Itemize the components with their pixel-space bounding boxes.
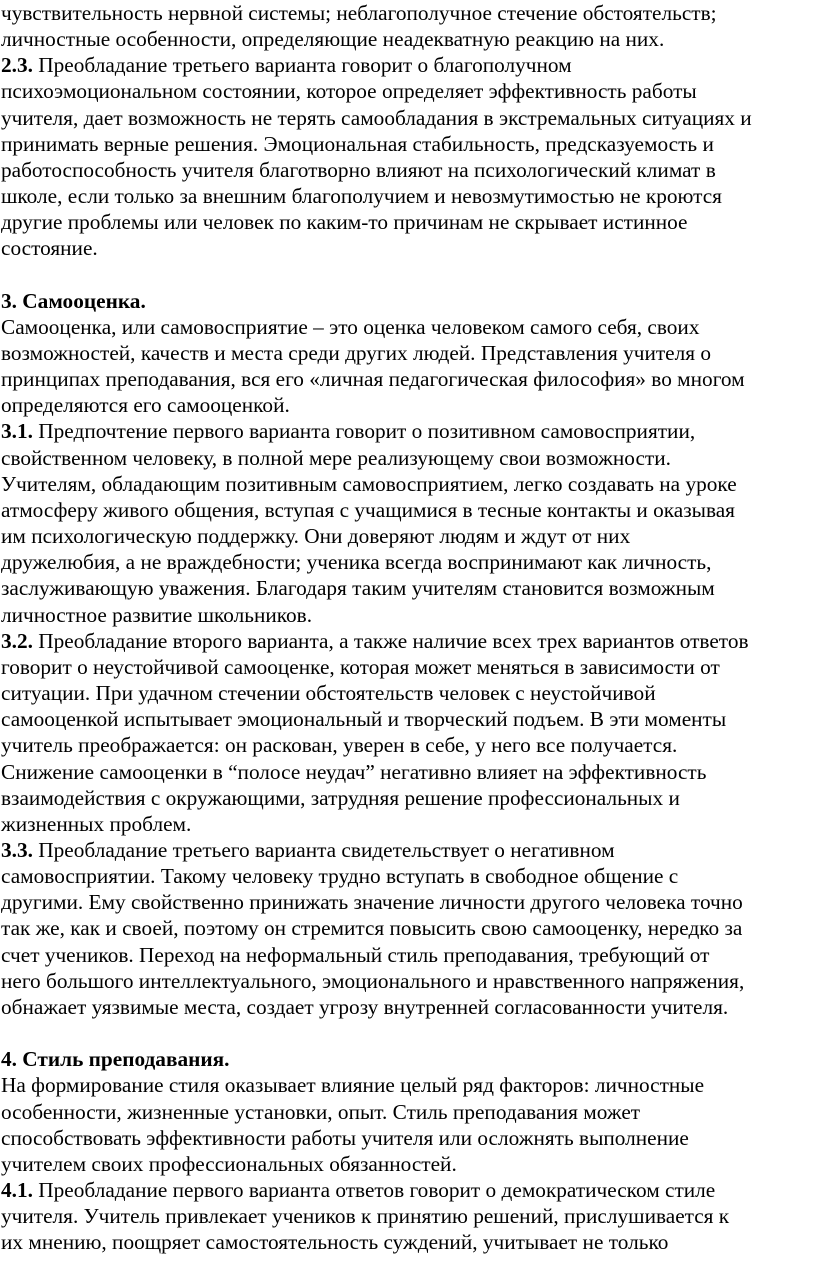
paragraph-line bbox=[1, 837, 814, 863]
paragraph-line: им психологическую поддержку. Они доверяют людям и ждут от них bbox=[1, 524, 631, 549]
paragraph-line: счет учеников. Переход на неформальный стиль преподавания, требующий от bbox=[1, 942, 710, 967]
paragraph-line: школе, если только за внешним благополучием и невозмутимостью не кроются bbox=[1, 184, 722, 209]
paragraph-line bbox=[1, 1177, 814, 1203]
paragraph-line: так же, как и своей, поэтому он стремится повысить свою самооценку, нередко за bbox=[1, 916, 743, 941]
paragraph-line: принципах преподавания, вся его «личная педагогическая философия» во многом bbox=[1, 367, 745, 392]
paragraph-line: их мнению, поощряет самостоятельность суждений, учитывает не только bbox=[1, 1230, 669, 1255]
paragraph-line: На формирование стиля оказывает влияние целый ряд факторов: личностные bbox=[1, 1073, 705, 1098]
paragraph-line: психоэмоциональном состоянии, которое определяет эффективность работы bbox=[1, 79, 697, 104]
paragraph-text: Преобладание первого варианта ответов говорит о демократическом стиле bbox=[32, 1178, 716, 1202]
paragraph-line: жизненных проблем. bbox=[1, 811, 192, 836]
paragraph-line bbox=[1, 52, 814, 78]
paragraph-line: дружелюбия, а не враждебности; ученика всегда воспринимают как личность, bbox=[1, 550, 712, 575]
paragraph-line: него большого интеллектуального, эмоционального и нравственного напряжения, bbox=[1, 968, 745, 993]
paragraph-spacer bbox=[1, 1020, 814, 1046]
paragraph bbox=[1, 0, 814, 52]
paragraph-line: говорит о неустойчивой самооценке, которая может меняться в зависимости от bbox=[1, 654, 720, 679]
paragraph-line: Снижение самооценки в “полосе неудач” негативно влияет на эффективность bbox=[1, 759, 707, 784]
paragraph-line: способствовать эффективности работы учителя или осложнять выполнение bbox=[1, 1125, 689, 1150]
paragraph-line bbox=[1, 628, 814, 654]
paragraph-line: Учителям, обладающим позитивным самовосприятием, легко создавать на уроке bbox=[1, 471, 737, 496]
paragraph-line: определяются его самооценкой. bbox=[1, 393, 290, 418]
paragraph-line: возможностей, качеств и места среди других людей. Представления учителя о bbox=[1, 341, 712, 366]
item-number: 3.2. bbox=[1, 628, 33, 653]
item-number: 3.1. bbox=[1, 419, 33, 444]
paragraph-line: личностное развитие школьников. bbox=[1, 602, 313, 627]
paragraph-line: атмосферу живого общения, вступая с учащимися в тесные контакты и оказывая bbox=[1, 497, 735, 522]
item-number: 3.3. bbox=[1, 837, 33, 862]
paragraph-line: чувствительность нервной системы; неблагополучное стечение обстоятельств; bbox=[1, 1, 717, 25]
numbered-paragraph bbox=[1, 1177, 814, 1255]
paragraph-line: принимать верные решения. Эмоциональная стабильность, предсказуемость и bbox=[1, 131, 714, 156]
numbered-paragraph bbox=[1, 418, 814, 627]
paragraph-line: ситуации. При удачном стечении обстоятельств человек с неустойчивой bbox=[1, 681, 656, 706]
paragraph-text: Предпочтение первого варианта говорит о позитивном самовосприятии, bbox=[32, 419, 696, 444]
paragraph-line: самооценкой испытывает эмоциональный и творческий подъем. В эти моменты bbox=[1, 707, 727, 732]
paragraph-line: учителя. Учитель привлекает учеников к принятию решений, прислушивается к bbox=[1, 1204, 730, 1229]
section-heading: 3. Самооценка. bbox=[1, 288, 146, 313]
paragraph-line: работоспособность учителя благотворно влияют на психологический климат в bbox=[1, 157, 716, 182]
paragraph-line bbox=[1, 418, 814, 444]
numbered-paragraph bbox=[1, 628, 814, 837]
paragraph-line: Самооценка, или самовосприятие – это оценка человеком самого себя, своих bbox=[1, 314, 700, 339]
paragraph-line: учитель преображается: он раскован, уверен в себе, у него все получается. bbox=[1, 733, 678, 758]
paragraph bbox=[1, 314, 814, 419]
paragraph-text: Преобладание третьего варианта говорит о благополучном bbox=[32, 53, 572, 78]
paragraph-line: учителя, дает возможность не терять самообладания в экстремальных ситуациях и bbox=[1, 105, 752, 130]
paragraph-line: свойственном человеку, в полной мере реализующему свои возможности. bbox=[1, 445, 671, 470]
paragraph-spacer bbox=[1, 262, 814, 288]
item-number: 4.1. bbox=[1, 1178, 33, 1202]
paragraph-text: Преобладание третьего варианта свидетельствует о негативном bbox=[32, 837, 615, 862]
paragraph-line: особенности, жизненные установки, опыт. Стиль преподавания может bbox=[1, 1099, 641, 1124]
paragraph-text: Преобладание второго варианта, а также наличие всех трех вариантов ответов bbox=[32, 628, 749, 653]
paragraph-line: личностные особенности, определяющие неадекватную реакцию на них. bbox=[1, 27, 665, 52]
numbered-paragraph bbox=[1, 52, 814, 261]
paragraph-line: самовосприятии. Такому человеку трудно вступать в свободное общение с bbox=[1, 864, 679, 889]
paragraph-line: учителем своих профессиональных обязанностей. bbox=[1, 1151, 457, 1176]
item-number: 2.3. bbox=[1, 53, 33, 78]
paragraph-line: другими. Ему свойственно принижать значение личности другого человека точно bbox=[1, 890, 743, 915]
numbered-paragraph bbox=[1, 837, 814, 1020]
paragraph-line: состояние. bbox=[1, 236, 98, 261]
paragraph-line: обнажает уязвимые места, создает угрозу внутренней согласованности учителя. bbox=[1, 994, 729, 1019]
paragraph-line: взаимодействия с окружающими, затрудняя решение профессиональных и bbox=[1, 785, 680, 810]
paragraph-line: другие проблемы или человек по каким-то причинам не скрывает истинное bbox=[1, 210, 688, 235]
section-heading: 4. Стиль преподавания. bbox=[1, 1047, 230, 1072]
paragraph-line: заслуживающую уважения. Благодаря таким учителям становится возможным bbox=[1, 576, 715, 601]
paragraph bbox=[1, 1072, 814, 1177]
